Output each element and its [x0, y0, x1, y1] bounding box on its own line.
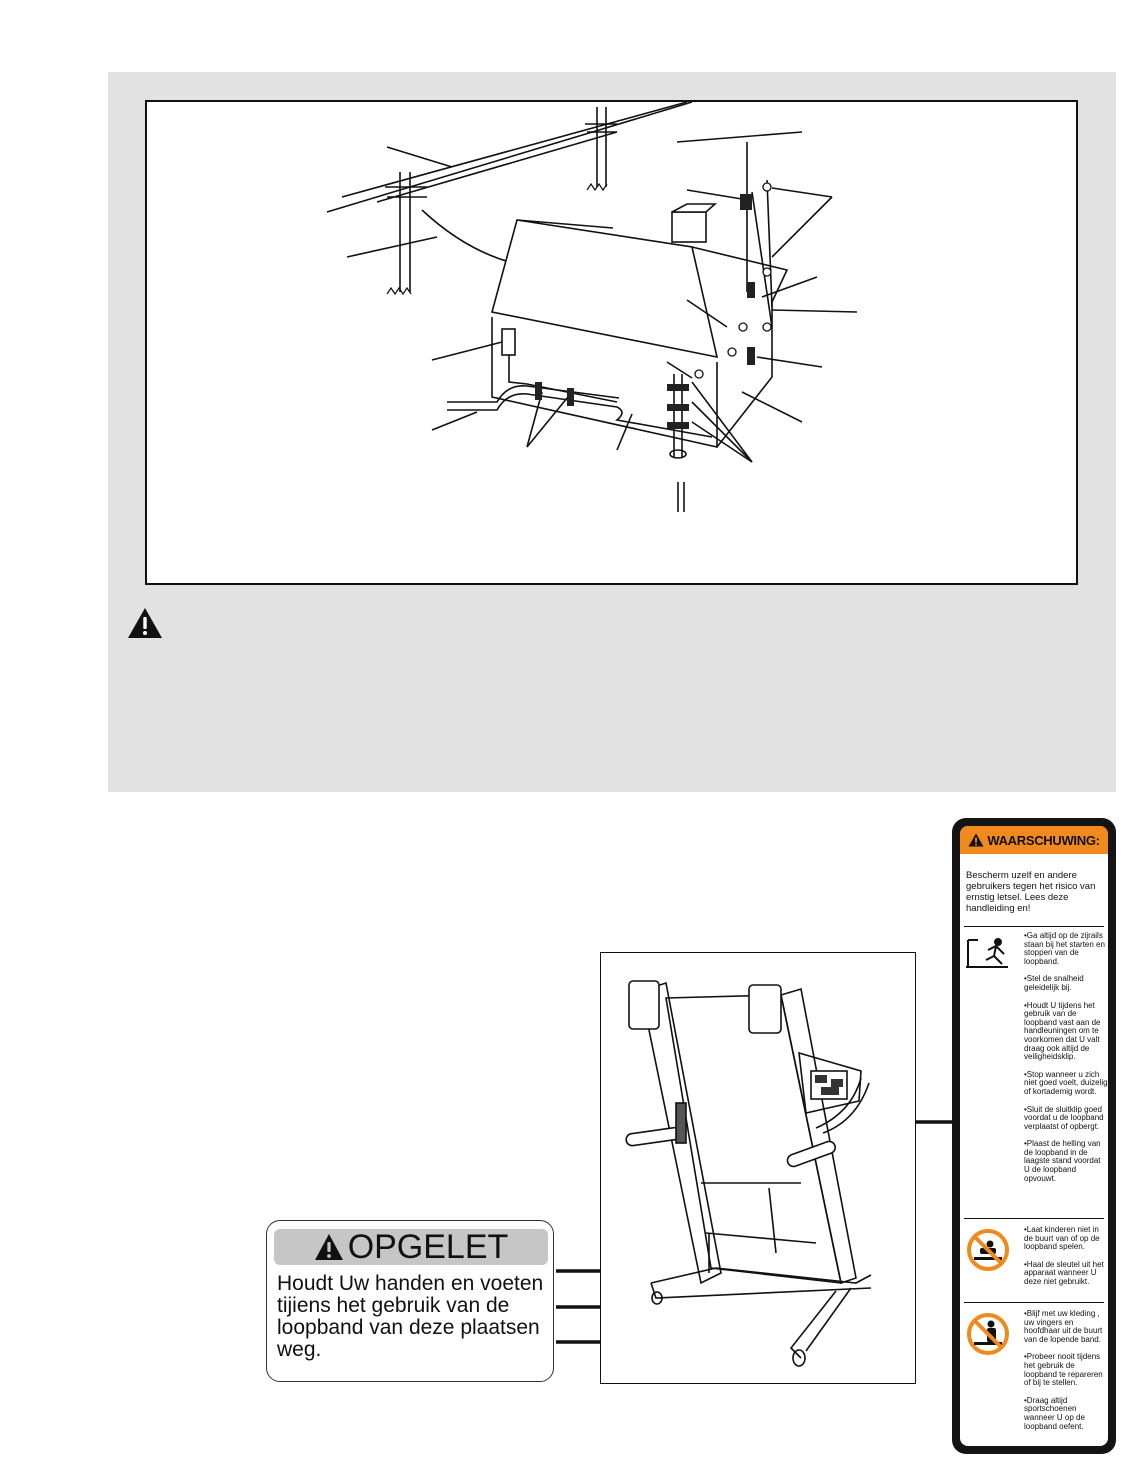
warning-icon [968, 833, 984, 847]
list-item: •Draag altijd sportschoenen wanneer U op de loopband oefent. [1024, 1395, 1085, 1431]
decal-title: WAARSCHUWING: [987, 832, 1100, 848]
list-item: •Stel de snalheid geleidelijk bij. [1024, 974, 1084, 992]
treadmill-illustration [600, 952, 916, 1384]
decal-list-1 [1024, 932, 1108, 1192]
warning-decal [952, 818, 1116, 1454]
caution-text: Houdt Uw handen en voeten tijiens het gebruik van de loopband van deze plaatsen weg. [277, 1272, 544, 1361]
entanglement-icon [966, 1312, 1010, 1356]
decal-intro-text: Bescherm uzelf en andere gebruikers tegen het risico van ernstig letsel. Lees deze handleiding en! [966, 870, 1096, 914]
decal-list-3 [1024, 1310, 1108, 1440]
list-item: •Haal de sleutel uit het apparaat wanneer U deze niet gebruikt. [1024, 1259, 1104, 1286]
decal-header [960, 826, 1108, 854]
list-item: •Sluit de sluitklip goed voordat u de loopband verplaatst of opbergt. [1024, 1104, 1104, 1131]
decal-list-2 [1024, 1226, 1108, 1296]
divider [964, 926, 1104, 927]
list-item: •Probeer nooit tijdens het gebruik de loopband te repareren of bij te stellen. [1024, 1352, 1103, 1388]
list-item: •Houdt U tijdens het gebruik van de loopband vast aan de handleuningen om te voorkomen dat U valt draag ook altijd de veiligheidsklip. [1024, 1000, 1101, 1062]
divider [964, 1302, 1104, 1303]
list-item: •Blijf met uw kleding , uw vingers en hoofdhaar uit de buurt van de lopende band. [1024, 1309, 1103, 1344]
divider [964, 1218, 1104, 1219]
no-children-icon [966, 1228, 1010, 1272]
list-item: •Ga altijd op de zijrails staan bij het starten en stoppen van de loopband. [1024, 931, 1105, 966]
treadmill-step-icon [964, 934, 1012, 970]
caution-title: OPGELET [347, 1228, 509, 1266]
list-item: •Plaast de helling van de loopband in de laagste stand voordat U de loopband opvouwt. [1024, 1139, 1101, 1183]
list-item: •Laat kinderen niet in de buurt van of op de loopband spelen. [1024, 1225, 1100, 1252]
folded-treadmill-drawing [601, 953, 914, 1382]
list-item: •Stop wanneer u zich niet goed voelt, duizelig of kortademig wordt. [1024, 1069, 1108, 1096]
